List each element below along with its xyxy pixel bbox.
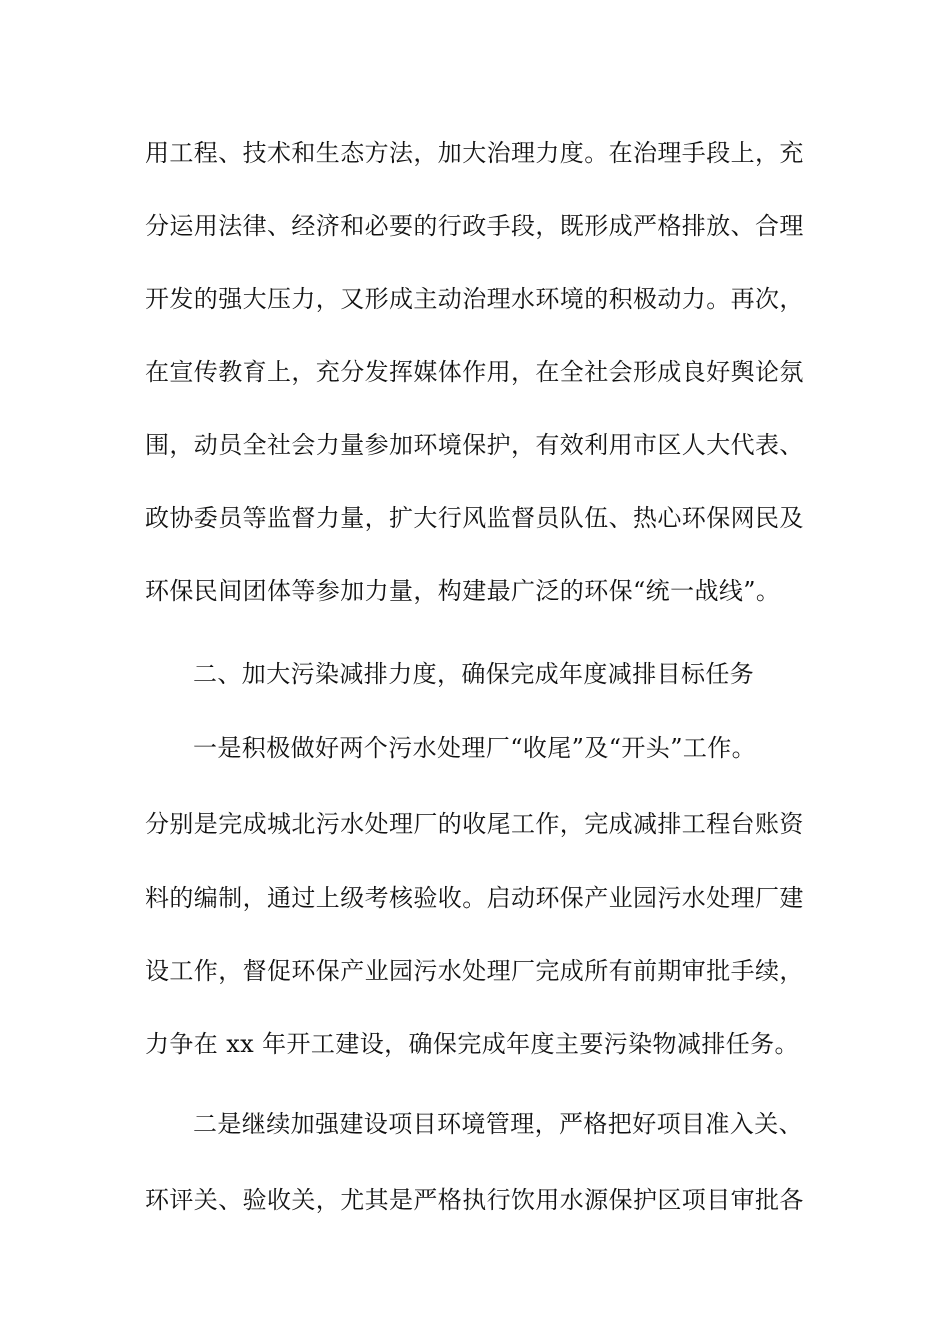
body-text-line: 力争在 xx 年开工建设，确保完成年度主要污染物减排任务。 xyxy=(145,1030,799,1058)
body-text-line: 用工程、技术和生态方法，加大治理力度。在治理手段上，充 xyxy=(145,139,804,167)
body-text-line: 政协委员等监督力量，扩大行风监督员队伍、热心环保网民及 xyxy=(145,504,804,532)
body-text-line: 料的编制，通过上级考核验收。启动环保产业园污水处理厂建 xyxy=(145,884,804,912)
body-text-line: 环评关、验收关，尤其是严格执行饮用水源保护区项目审批各 xyxy=(145,1186,804,1214)
body-text-line: 分别是完成城北污水处理厂的收尾工作，完成减排工程台账资 xyxy=(145,810,804,838)
section-heading: 二、加大污染减排力度，确保完成年度减排目标任务 xyxy=(193,660,755,688)
body-text-line: 在宣传教育上，充分发挥媒体作用，在全社会形成良好舆论氛 xyxy=(145,358,804,386)
body-text-line: 开发的强大压力，又形成主动治理水环境的积极动力。再次， xyxy=(145,285,804,313)
paragraph-first-line: 二是继续加强建设项目环境管理，严格把好项目准入关、 xyxy=(193,1110,803,1138)
body-text-line: 围，动员全社会力量参加环境保护，有效利用市区人大代表、 xyxy=(145,431,804,459)
body-text-line: 设工作，督促环保产业园污水处理厂完成所有前期审批手续， xyxy=(145,957,804,985)
body-text-line: 环保民间团体等参加力量，构建最广泛的环保“统一战线”。 xyxy=(145,577,781,605)
paragraph-first-line: 一是积极做好两个污水处理厂“收尾”及“开头”工作。 xyxy=(193,734,757,762)
body-text-line: 分运用法律、经济和必要的行政手段，既形成严格排放、合理 xyxy=(145,212,804,240)
